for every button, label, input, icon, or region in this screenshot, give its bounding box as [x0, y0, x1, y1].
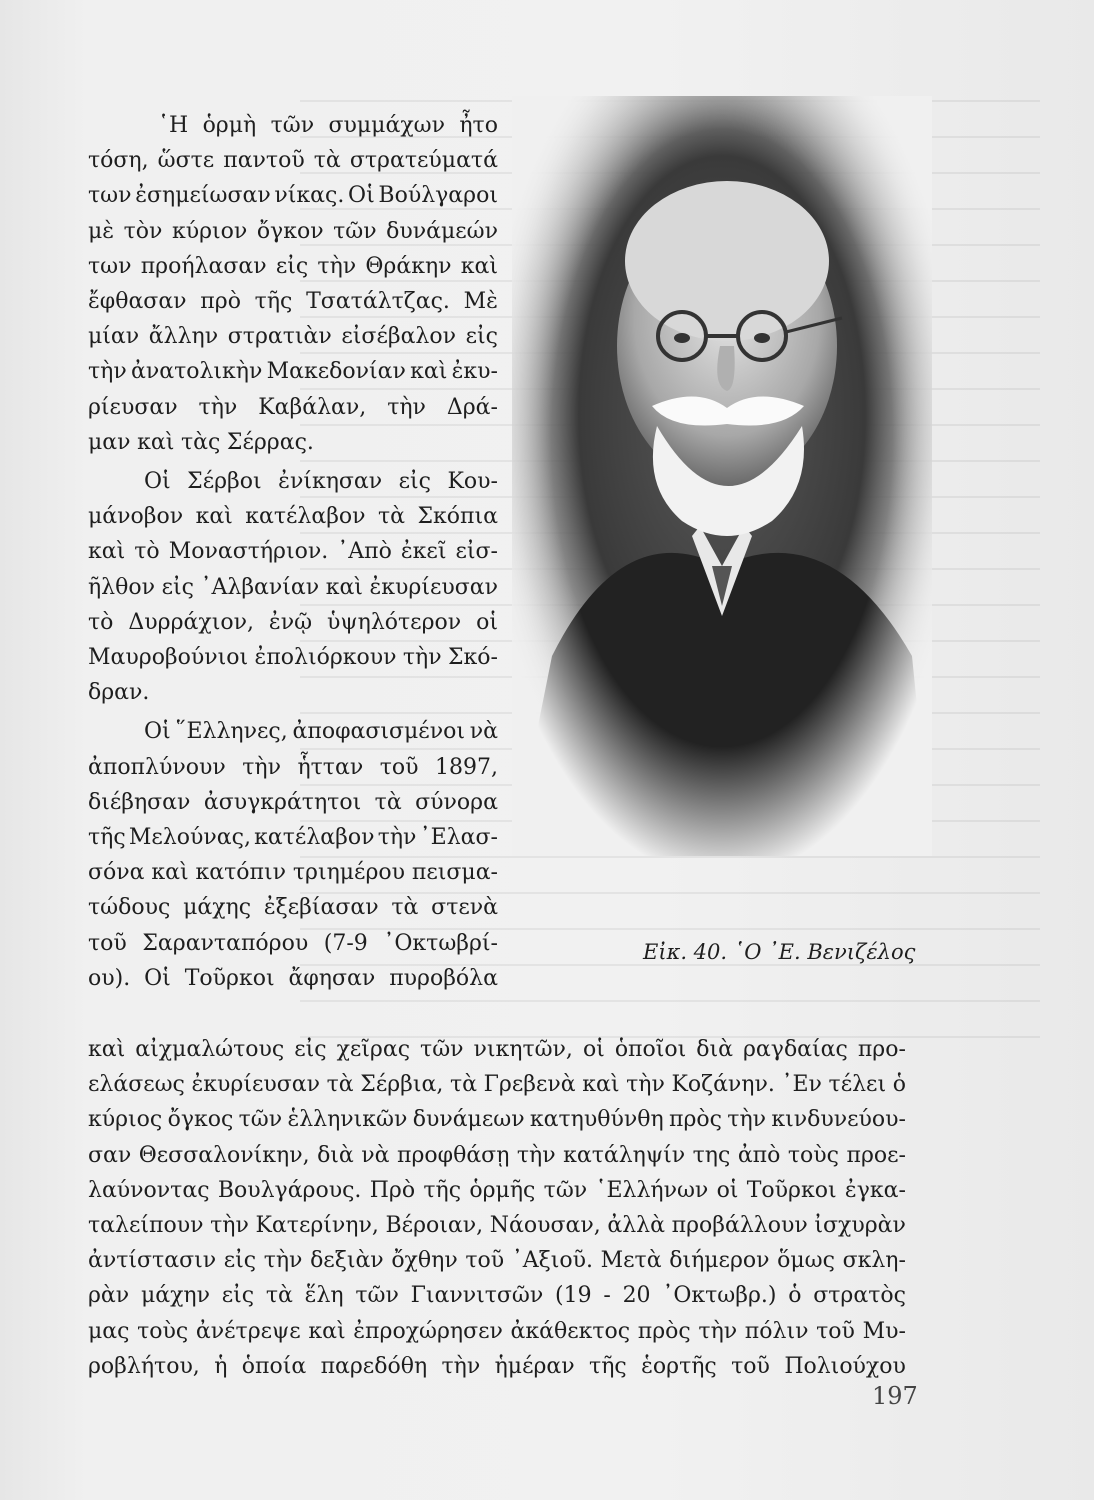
- word: τῆς: [423, 1177, 462, 1203]
- word: τόση,: [88, 148, 149, 174]
- word: πυροβόλα: [389, 965, 498, 991]
- text-line: [88, 785, 498, 820]
- text-line: [88, 390, 498, 425]
- word: τὸ: [88, 609, 114, 635]
- word: κατηυθύνθη: [529, 1107, 664, 1133]
- word: καὶ: [582, 1072, 620, 1098]
- word: στρατὸς: [813, 1283, 906, 1309]
- word: ὄγκος: [167, 1107, 234, 1133]
- word: ἐκυρίευσαν: [191, 1072, 321, 1098]
- word: τὴν: [387, 394, 426, 420]
- text-line: [88, 961, 498, 996]
- word: πόλιν: [744, 1318, 809, 1344]
- word: καὶ: [137, 429, 175, 455]
- word: τοῦ: [88, 930, 127, 956]
- word: ἀνέτρεψε: [195, 1318, 301, 1344]
- text-line: [88, 108, 498, 143]
- word: τὰ: [450, 1072, 478, 1098]
- figure-caption: Εἰκ. 40. ῾Ο ᾿Ε. Βενιζέλος: [643, 940, 916, 964]
- word: στενὰ: [431, 895, 498, 921]
- word: Πρὸ: [369, 1177, 416, 1203]
- text-line: [88, 926, 498, 961]
- word: μὲ: [88, 218, 115, 244]
- text-line: [88, 178, 498, 213]
- word: τὰ: [313, 148, 341, 174]
- word: Οἱ: [144, 469, 171, 495]
- word: τριημέρου: [292, 860, 406, 886]
- word: τῶν: [355, 1283, 399, 1309]
- word: εἰς: [161, 574, 194, 600]
- word: τοῦ: [731, 1353, 770, 1379]
- word: Τοῦρκοι: [184, 965, 275, 991]
- word: οἱ: [476, 609, 498, 635]
- word: εἰς: [398, 469, 431, 495]
- word: Μοναστήριον.: [168, 539, 329, 565]
- word: ἀποπλύνουν: [88, 754, 226, 780]
- page-number: 197: [872, 1382, 918, 1410]
- text-line: [88, 1067, 906, 1102]
- word: αἰχμαλώτους: [135, 1037, 285, 1062]
- word: Μακεδονίαν: [266, 359, 406, 385]
- text-line: [88, 820, 498, 855]
- word: ἡμέραν: [494, 1353, 575, 1379]
- word: νὰ: [361, 1142, 390, 1168]
- word: πρὸ: [200, 289, 241, 315]
- word: τὰ: [326, 1072, 354, 1098]
- text-line: [88, 284, 498, 319]
- word: τὴν: [441, 1353, 481, 1379]
- word: μάνοβον: [88, 504, 184, 530]
- word: Μαυροβούνιοι: [88, 645, 249, 671]
- word: ρίευσαν: [88, 394, 178, 420]
- word: μαν: [88, 429, 131, 455]
- word: τὰ: [377, 504, 406, 530]
- word: των: [88, 253, 132, 279]
- word: κατάληψίν: [563, 1142, 686, 1168]
- word: της: [692, 1142, 731, 1168]
- text-line: [88, 1349, 906, 1384]
- word: Μελούνας,: [128, 825, 251, 851]
- text-line: [88, 425, 498, 460]
- text-line: [88, 354, 498, 389]
- word: ὥστε: [157, 148, 215, 174]
- word: λαύνοντας: [88, 1177, 210, 1203]
- word: ἐπολιόρκουν: [254, 645, 397, 671]
- word: Μετὰ: [600, 1248, 662, 1274]
- word: σύνορα: [415, 789, 498, 815]
- word: διέβησαν: [88, 789, 191, 815]
- word: ῆλθον: [88, 574, 155, 600]
- word: ἦτο: [459, 113, 498, 138]
- word: ἄλλην: [148, 324, 219, 350]
- word: ὄγκον: [256, 218, 324, 244]
- text-line: [88, 499, 498, 534]
- word: πρὸς: [668, 1107, 722, 1133]
- word: εἰς: [465, 324, 498, 350]
- word: Βούλγαροι: [378, 183, 498, 209]
- text-line: [88, 1278, 906, 1313]
- word: ἐκυ-: [451, 359, 498, 385]
- word: ᾿Ελασ-: [419, 825, 498, 851]
- text-line: [88, 1243, 906, 1278]
- word: νὰ: [469, 719, 498, 745]
- word: τὴν: [698, 1318, 738, 1344]
- word: τὴν: [198, 394, 238, 420]
- word: μάχην: [140, 1283, 210, 1309]
- word: Τοῦρκοι: [746, 1177, 837, 1203]
- word: Κατερίνην,: [255, 1213, 379, 1239]
- word: νίκας.: [274, 183, 345, 209]
- word: ἀνατολικὴν: [130, 359, 263, 385]
- word: διὰ: [317, 1142, 354, 1168]
- word: κατέλαβον: [245, 504, 366, 530]
- word: προβάλλουν: [671, 1213, 808, 1239]
- word: κατόπιν: [195, 860, 286, 886]
- word: ἐξεβίασαν: [263, 895, 379, 921]
- word: οἱ: [716, 1177, 739, 1203]
- word: ἀντίστασιν: [88, 1248, 217, 1274]
- word: Καβάλαν,: [258, 394, 367, 420]
- word: μάχης: [183, 895, 252, 921]
- word: τὴν: [727, 1107, 767, 1133]
- word: τὴν: [242, 754, 281, 780]
- word: τῶν: [270, 113, 315, 138]
- text-line: [88, 249, 498, 284]
- word: ἐκυρίευσαν: [369, 574, 498, 600]
- word: ὁποία: [241, 1353, 307, 1379]
- word: ἑλληνικῶν: [287, 1107, 408, 1133]
- word: στρατιὰν: [227, 324, 332, 350]
- word: τὰ: [374, 789, 402, 815]
- word: ᾿Οκτωβρί-: [383, 930, 498, 956]
- word: Κοζάνην.: [671, 1072, 775, 1098]
- word: ὁ: [892, 1072, 906, 1098]
- word: πεισμα-: [411, 860, 498, 886]
- word: προ-: [857, 1037, 906, 1062]
- word: ραγδαίας: [743, 1037, 848, 1062]
- word: σκλη-: [842, 1248, 906, 1274]
- word: κινδυνεύου-: [771, 1107, 906, 1133]
- word: εἰς: [275, 253, 309, 279]
- word: τέλει: [828, 1072, 887, 1098]
- word: ᾿Οκτωβρ.): [662, 1283, 777, 1309]
- word: ᾿Εν: [781, 1072, 822, 1098]
- text-line: [88, 1032, 906, 1067]
- word: τὸν: [123, 218, 163, 244]
- word: ἀλλὰ: [607, 1213, 665, 1239]
- word: τῶν: [238, 1107, 283, 1133]
- word: ἀπὸ: [737, 1142, 781, 1168]
- text-line: [88, 1138, 906, 1173]
- word: 20: [622, 1283, 651, 1309]
- word: ὁρμὴ: [202, 113, 257, 138]
- word: οἱ: [582, 1037, 605, 1062]
- word: εἰσέβαλον: [341, 324, 456, 350]
- word: κατέλαβον: [254, 825, 375, 851]
- text-line: [88, 750, 498, 785]
- text-line: [88, 464, 498, 499]
- word: Θράκην: [365, 253, 452, 279]
- word: τὰ: [265, 1283, 293, 1309]
- word: τῶν: [543, 1177, 588, 1203]
- word: Σκόπια: [417, 504, 498, 530]
- text-line: [88, 714, 498, 749]
- word: Νάουσαν,: [489, 1213, 601, 1239]
- text-line: [88, 605, 498, 640]
- word: τὰς: [180, 429, 221, 455]
- word: Οἱ: [144, 719, 171, 745]
- word: (19: [555, 1283, 592, 1309]
- word: ὁ: [788, 1283, 802, 1309]
- word: ᾿Αλβανίαν: [200, 574, 320, 600]
- word: ἕλη: [304, 1283, 344, 1309]
- word: διήμερον: [669, 1248, 770, 1274]
- word: ὅμως: [777, 1248, 835, 1274]
- word: ῞Ελληνες,: [175, 719, 288, 745]
- word: καὶ: [151, 860, 189, 886]
- word: τὸ: [134, 539, 160, 565]
- word: τὴν: [377, 825, 417, 851]
- word: ὁρμῆς: [469, 1177, 536, 1203]
- word: συμμάχων: [328, 113, 445, 138]
- word: Γιαννιτσῶν: [410, 1283, 544, 1309]
- word: 1897,: [435, 754, 498, 780]
- word: τὰ: [391, 895, 419, 921]
- word: ἀκάθεκτος: [510, 1318, 631, 1344]
- word: τὴν: [210, 1213, 249, 1239]
- word: Δρά-: [446, 394, 498, 420]
- word: ταλείπουν: [88, 1213, 204, 1239]
- word: Δυρράχιον,: [128, 609, 254, 635]
- word: μας: [88, 1318, 130, 1344]
- word: τοῦ: [465, 1248, 505, 1274]
- word: τῆς: [254, 289, 293, 315]
- word: τοὺς: [137, 1318, 189, 1344]
- word: καὶ: [460, 253, 498, 279]
- text-line: [88, 570, 498, 605]
- word: τὴν: [88, 359, 127, 385]
- text-line: [88, 640, 498, 675]
- word: Σέρρας.: [226, 429, 314, 455]
- word: καὶ: [325, 574, 363, 600]
- word: ῾Η: [158, 113, 189, 138]
- word: τῶν: [420, 1037, 464, 1062]
- word: ᾿Απὸ: [337, 539, 392, 565]
- word: τῆς: [88, 825, 126, 851]
- text-full-width: [88, 1032, 906, 1384]
- word: προε-: [846, 1142, 906, 1168]
- word: δυνάμεών: [386, 218, 498, 244]
- word: δεξιὰν: [310, 1248, 384, 1274]
- text-line: [88, 534, 498, 569]
- word: Σαρανταπόρου: [142, 930, 309, 956]
- word: ἀσυγκράτητοι: [203, 789, 362, 815]
- text-line: [88, 675, 498, 710]
- text-line: [88, 1102, 906, 1137]
- word: Οἱ: [348, 183, 375, 209]
- word: ἐπροχώρησεν: [353, 1318, 503, 1344]
- word: σαν: [88, 1142, 132, 1168]
- word: εἰς: [223, 1248, 257, 1274]
- word: τὴν: [263, 1248, 303, 1274]
- word: παντοῦ: [223, 148, 305, 174]
- word: τὴν: [317, 253, 357, 279]
- word: εἰς: [294, 1037, 327, 1062]
- word: τώδους: [88, 895, 171, 921]
- word: τοῦ: [816, 1318, 855, 1344]
- word: καὶ: [308, 1318, 346, 1344]
- word: Γρεβενὰ: [483, 1072, 576, 1098]
- word: καὶ: [88, 539, 126, 565]
- word: καὶ: [410, 359, 448, 385]
- portrait-photo: [512, 96, 932, 856]
- word: κύριον: [171, 218, 248, 244]
- word: ἑορτῆς: [641, 1353, 717, 1379]
- word: ὁποῖοι: [614, 1037, 687, 1062]
- word: προήλασαν: [140, 253, 267, 279]
- word: καὶ: [195, 504, 233, 530]
- word: ἔφθασαν: [88, 289, 187, 315]
- word: πρὸς: [637, 1318, 691, 1344]
- word: ἐσημείωσαν: [135, 183, 271, 209]
- word: των: [88, 183, 132, 209]
- word: -: [603, 1283, 611, 1309]
- word: διὰ: [696, 1037, 733, 1062]
- word: ἐγκα-: [844, 1177, 906, 1203]
- word: ἡ: [214, 1353, 228, 1379]
- word: νικητῶν,: [473, 1037, 573, 1062]
- word: ελάσεως: [88, 1072, 185, 1098]
- word: ἄφησαν: [288, 965, 376, 991]
- word: ᾿Αξιοῦ.: [511, 1248, 593, 1274]
- word: ἐνίκησαν: [278, 469, 383, 495]
- word: Μυ-: [862, 1318, 906, 1344]
- word: Κου-: [447, 469, 498, 495]
- word: ρὰν: [88, 1283, 130, 1309]
- text-line: [88, 319, 498, 354]
- word: Πολιούχου: [784, 1353, 906, 1379]
- word: (7-9: [323, 930, 368, 956]
- word: ἐκεῖ: [400, 539, 447, 565]
- text-line: [88, 143, 498, 178]
- text-line: [88, 855, 498, 890]
- word: τὴν: [516, 1142, 556, 1168]
- word: κύριος: [88, 1107, 163, 1133]
- word: Βέροιαν,: [385, 1213, 484, 1239]
- word: τῆς: [589, 1353, 627, 1379]
- word: Σέρβοι: [187, 469, 262, 495]
- word: Οἱ: [144, 965, 171, 991]
- word: μίαν: [88, 324, 140, 350]
- word: τὴν: [626, 1072, 665, 1098]
- word: στρατεύματά: [349, 148, 498, 174]
- word: εἰσ-: [455, 539, 498, 565]
- word: ἀποφασισμένοι: [292, 719, 465, 745]
- word: ἧτταν: [297, 754, 364, 780]
- text-line: [88, 890, 498, 925]
- text-line: [88, 1314, 906, 1349]
- text-column: [88, 108, 498, 996]
- text-line: [88, 1208, 906, 1243]
- word: δραν.: [88, 680, 150, 706]
- word: σόνα: [88, 860, 145, 886]
- word: Βουλγάρους.: [217, 1177, 362, 1203]
- word: Τσατάλτζας.: [306, 289, 450, 315]
- text-line: [88, 1173, 906, 1208]
- word: καὶ: [88, 1037, 126, 1062]
- word: ὑψηλότερον: [327, 609, 462, 635]
- word: δυνάμεων: [412, 1107, 525, 1133]
- word: τοὺς: [787, 1142, 839, 1168]
- word: ὄχθην: [391, 1248, 458, 1274]
- word: ἰσχυρὰν: [814, 1213, 906, 1239]
- word: ου).: [88, 965, 131, 991]
- word: τῶν: [333, 218, 377, 244]
- word: τὴν: [402, 645, 442, 671]
- word: Θεσσαλονίκην,: [138, 1142, 310, 1168]
- word: εἰς: [221, 1283, 255, 1309]
- word: χεῖρας: [336, 1037, 411, 1062]
- word: Σκό-: [447, 645, 498, 671]
- word: τοῦ: [379, 754, 419, 780]
- word: ῾Ελλήνων: [595, 1177, 709, 1203]
- word: Μὲ: [463, 289, 498, 315]
- text-line: [88, 214, 498, 249]
- word: ροβλήτου,: [88, 1353, 200, 1379]
- word: παρεδόθη: [320, 1353, 428, 1379]
- word: προφθάσῃ: [397, 1142, 510, 1168]
- word: ἐνῷ: [268, 609, 313, 635]
- word: Σέρβια,: [360, 1072, 444, 1098]
